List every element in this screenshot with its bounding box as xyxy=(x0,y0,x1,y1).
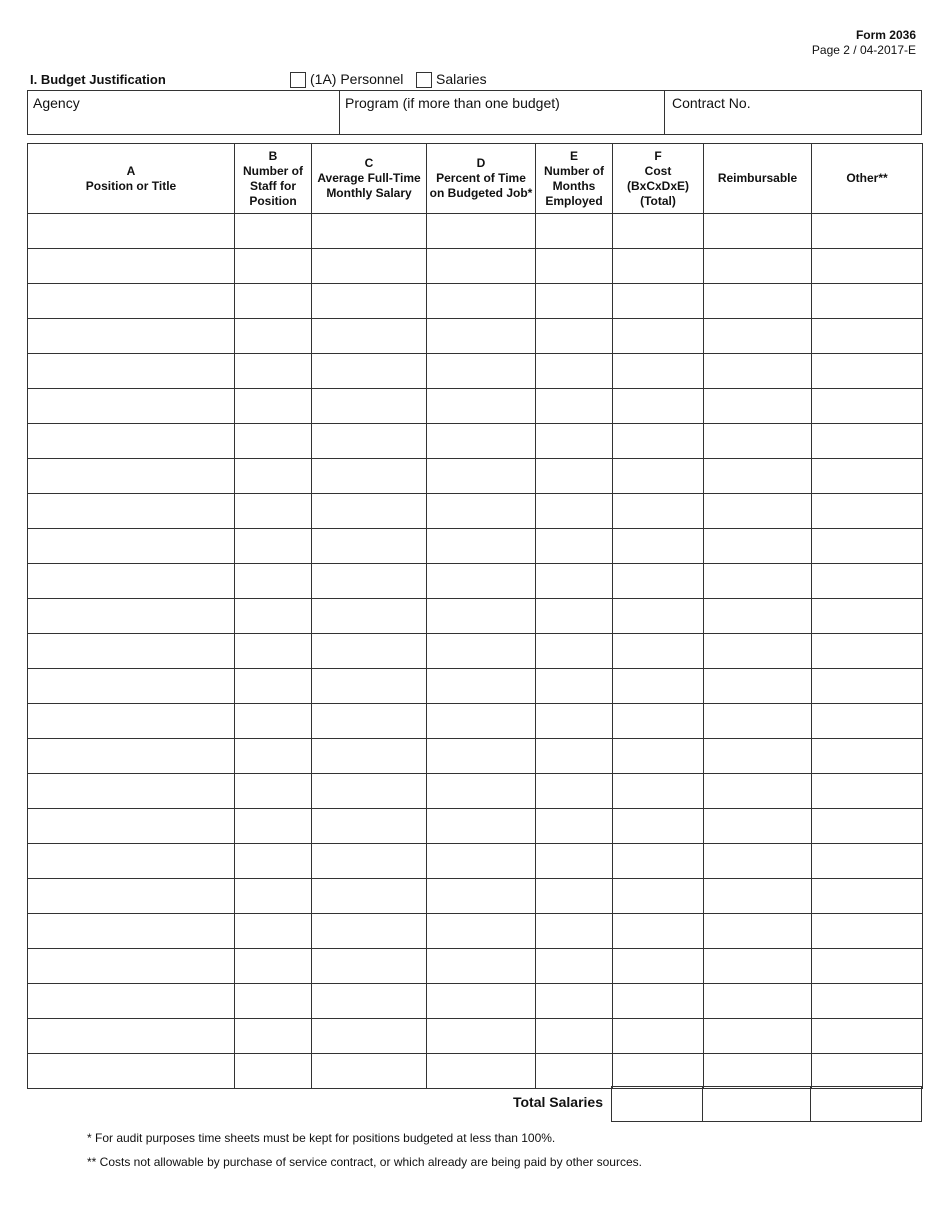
entry-cell[interactable] xyxy=(28,249,235,284)
contract-field[interactable] xyxy=(665,91,921,134)
column-label: Average Full-Time xyxy=(317,171,421,185)
page-reference: Page 2 / 04-2017-E xyxy=(811,43,916,57)
entry-cell[interactable] xyxy=(613,774,704,809)
entry-cell[interactable] xyxy=(312,1054,427,1089)
entry-cell[interactable] xyxy=(812,459,923,494)
entry-cell[interactable] xyxy=(704,1054,812,1089)
entry-cell[interactable] xyxy=(812,599,923,634)
entry-cell[interactable] xyxy=(28,634,235,669)
entry-cell[interactable] xyxy=(312,1019,427,1054)
table-row xyxy=(28,249,923,284)
entry-cell[interactable] xyxy=(613,1019,704,1054)
table-row xyxy=(28,844,923,879)
column-label: Months xyxy=(552,178,596,193)
total-other-cell[interactable] xyxy=(811,1087,922,1122)
entry-cell[interactable] xyxy=(704,354,812,389)
entry-cell[interactable] xyxy=(536,914,613,949)
entry-cell[interactable] xyxy=(812,949,923,984)
entry-cell[interactable] xyxy=(312,249,427,284)
entry-cell[interactable] xyxy=(28,844,235,879)
entry-cell[interactable] xyxy=(704,564,812,599)
entry-cell[interactable] xyxy=(427,319,536,354)
entry-cell[interactable] xyxy=(235,879,312,914)
entry-cell[interactable] xyxy=(613,564,704,599)
table-row xyxy=(28,214,923,249)
column-letter: B xyxy=(268,148,278,163)
entry-cell[interactable] xyxy=(613,634,704,669)
table-row xyxy=(28,1054,923,1089)
entry-cell[interactable] xyxy=(28,1019,235,1054)
entry-cell[interactable] xyxy=(704,1019,812,1054)
entry-cell[interactable] xyxy=(704,949,812,984)
entry-cell[interactable] xyxy=(28,424,235,459)
column-label: Staff for xyxy=(250,178,296,193)
entry-cell[interactable] xyxy=(28,284,235,319)
entry-cell[interactable] xyxy=(28,354,235,389)
entry-cell[interactable] xyxy=(704,914,812,949)
entry-cell[interactable] xyxy=(235,634,312,669)
entry-cell[interactable] xyxy=(812,424,923,459)
table-row xyxy=(28,529,923,564)
entry-cell[interactable] xyxy=(812,809,923,844)
column-label: Number of xyxy=(243,163,303,178)
entry-cell[interactable] xyxy=(536,459,613,494)
table-row xyxy=(28,494,923,529)
entry-cell[interactable] xyxy=(536,424,613,459)
entry-cell[interactable] xyxy=(235,984,312,1019)
entry-cell[interactable] xyxy=(613,424,704,459)
entry-cell[interactable] xyxy=(312,914,427,949)
entry-cell[interactable] xyxy=(235,774,312,809)
entry-cell[interactable] xyxy=(312,739,427,774)
personnel-checkbox-label: (1A) Personnel xyxy=(310,71,404,87)
footnote-costs: ** Costs not allowable by purchase of service contract, or which already are being paid by other sources. xyxy=(87,1155,642,1169)
entry-cell[interactable] xyxy=(235,424,312,459)
table-row xyxy=(28,949,923,984)
entry-cell[interactable] xyxy=(235,249,312,284)
table-row xyxy=(28,424,923,459)
entry-cell[interactable] xyxy=(312,634,427,669)
entry-cell[interactable] xyxy=(704,424,812,459)
entry-cell[interactable] xyxy=(704,879,812,914)
program-field[interactable] xyxy=(340,91,664,134)
section-title: I. Budget Justification xyxy=(30,72,166,87)
entry-cell[interactable] xyxy=(235,389,312,424)
entry-cell[interactable] xyxy=(312,879,427,914)
entry-cell[interactable] xyxy=(312,669,427,704)
entry-cell[interactable] xyxy=(312,984,427,1019)
entry-cell[interactable] xyxy=(536,564,613,599)
entry-cell[interactable] xyxy=(613,844,704,879)
entry-cell[interactable] xyxy=(312,494,427,529)
entry-cell[interactable] xyxy=(812,529,923,564)
entry-cell[interactable] xyxy=(704,529,812,564)
entry-cell[interactable] xyxy=(312,459,427,494)
table-row xyxy=(28,704,923,739)
column-header xyxy=(812,144,923,214)
entry-cell[interactable] xyxy=(312,214,427,249)
entry-cell[interactable] xyxy=(812,774,923,809)
total-reimbursable-cell[interactable] xyxy=(703,1087,811,1122)
table-row xyxy=(28,354,923,389)
column-label: (BxCxDxE) xyxy=(626,178,689,193)
entry-cell[interactable] xyxy=(312,774,427,809)
entry-cell[interactable] xyxy=(613,1054,704,1089)
agency-label: Agency xyxy=(33,95,80,111)
entry-cell[interactable] xyxy=(536,739,613,774)
entry-cell[interactable] xyxy=(427,1054,536,1089)
entry-cell[interactable] xyxy=(536,669,613,704)
entry-cell[interactable] xyxy=(427,354,536,389)
entry-cell[interactable] xyxy=(28,774,235,809)
column-letter: A xyxy=(126,163,136,178)
entry-cell[interactable] xyxy=(28,669,235,704)
entry-cell[interactable] xyxy=(536,704,613,739)
entry-cell[interactable] xyxy=(312,809,427,844)
entry-cell[interactable] xyxy=(812,389,923,424)
entry-cell[interactable] xyxy=(704,599,812,634)
entry-cell[interactable] xyxy=(613,249,704,284)
column-header xyxy=(28,144,235,214)
entry-cell[interactable] xyxy=(28,1054,235,1089)
column-label: Cost xyxy=(644,163,672,178)
entry-cell[interactable] xyxy=(28,879,235,914)
entry-cell[interactable] xyxy=(536,214,613,249)
column-letter: C xyxy=(364,156,374,170)
entry-cell[interactable] xyxy=(536,599,613,634)
entry-cell[interactable] xyxy=(427,249,536,284)
entry-cell[interactable] xyxy=(28,214,235,249)
entry-cell[interactable] xyxy=(812,249,923,284)
entry-cell[interactable] xyxy=(28,914,235,949)
personnel-checkbox[interactable] xyxy=(290,72,306,88)
entry-cell[interactable] xyxy=(235,739,312,774)
column-label: on Budgeted Job* xyxy=(429,186,533,200)
salary-table xyxy=(27,143,923,1089)
entry-cell[interactable] xyxy=(312,319,427,354)
entry-cell[interactable] xyxy=(704,459,812,494)
entry-cell[interactable] xyxy=(613,739,704,774)
entry-cell[interactable] xyxy=(536,284,613,319)
entry-cell[interactable] xyxy=(812,319,923,354)
entry-cell[interactable] xyxy=(312,599,427,634)
entry-cell[interactable] xyxy=(28,949,235,984)
entry-cell[interactable] xyxy=(812,354,923,389)
entry-cell[interactable] xyxy=(235,529,312,564)
table-row xyxy=(28,914,923,949)
entry-cell[interactable] xyxy=(427,739,536,774)
entry-cell[interactable] xyxy=(704,669,812,704)
totals-row xyxy=(611,1086,922,1122)
table-row xyxy=(28,599,923,634)
entry-cell[interactable] xyxy=(536,494,613,529)
entry-cell[interactable] xyxy=(28,599,235,634)
entry-cell[interactable] xyxy=(812,494,923,529)
entry-cell[interactable] xyxy=(613,704,704,739)
entry-cell[interactable] xyxy=(312,564,427,599)
entry-cell[interactable] xyxy=(312,704,427,739)
entry-cell[interactable] xyxy=(704,494,812,529)
table-row xyxy=(28,459,923,494)
entry-cell[interactable] xyxy=(427,809,536,844)
entry-cell[interactable] xyxy=(704,774,812,809)
table-row xyxy=(28,669,923,704)
total-salaries-label: Total Salaries xyxy=(512,1094,603,1110)
entry-cell[interactable] xyxy=(704,634,812,669)
entry-cell[interactable] xyxy=(704,984,812,1019)
entry-cell[interactable] xyxy=(427,669,536,704)
entry-cell[interactable] xyxy=(427,494,536,529)
entry-cell[interactable] xyxy=(28,809,235,844)
table-row xyxy=(28,564,923,599)
entry-cell[interactable] xyxy=(704,389,812,424)
entry-cell[interactable] xyxy=(613,389,704,424)
entry-cell[interactable] xyxy=(235,844,312,879)
entry-cell[interactable] xyxy=(427,1019,536,1054)
entry-cell[interactable] xyxy=(536,249,613,284)
entry-cell[interactable] xyxy=(235,949,312,984)
entry-cell[interactable] xyxy=(812,739,923,774)
entry-cell[interactable] xyxy=(613,984,704,1019)
column-label: Percent of Time xyxy=(436,171,526,185)
entry-cell[interactable] xyxy=(427,529,536,564)
column-label: Other** xyxy=(846,171,888,185)
table-body xyxy=(28,214,923,1089)
entry-cell[interactable] xyxy=(312,844,427,879)
entry-cell[interactable] xyxy=(812,284,923,319)
column-letter: D xyxy=(476,156,486,170)
column-label: Position or Title xyxy=(85,178,177,193)
table-row xyxy=(28,739,923,774)
salaries-checkbox-label: Salaries xyxy=(436,71,487,87)
entry-cell[interactable] xyxy=(812,704,923,739)
entry-cell[interactable] xyxy=(28,704,235,739)
table-row xyxy=(28,809,923,844)
contract-label: Contract No. xyxy=(672,95,751,111)
table-row xyxy=(28,879,923,914)
table-row xyxy=(28,774,923,809)
entry-cell[interactable] xyxy=(812,669,923,704)
table-row xyxy=(28,389,923,424)
entry-cell[interactable] xyxy=(427,949,536,984)
total-cost-cell[interactable] xyxy=(612,1087,703,1122)
entry-cell[interactable] xyxy=(235,214,312,249)
entry-cell[interactable] xyxy=(312,529,427,564)
entry-cell[interactable] xyxy=(427,214,536,249)
column-label: Position xyxy=(249,193,297,208)
entry-cell[interactable] xyxy=(536,1019,613,1054)
entry-cell[interactable] xyxy=(536,634,613,669)
column-label: Monthly Salary xyxy=(326,186,412,200)
entry-cell[interactable] xyxy=(704,844,812,879)
entry-cell[interactable] xyxy=(28,494,235,529)
column-letter: F xyxy=(654,148,662,163)
entry-cell[interactable] xyxy=(812,844,923,879)
entry-cell[interactable] xyxy=(613,529,704,564)
entry-cell[interactable] xyxy=(427,704,536,739)
entry-cell[interactable] xyxy=(613,459,704,494)
column-header xyxy=(613,144,704,214)
entry-cell[interactable] xyxy=(312,389,427,424)
entry-cell[interactable] xyxy=(427,844,536,879)
entry-cell[interactable] xyxy=(28,984,235,1019)
table-row xyxy=(28,1019,923,1054)
entry-cell[interactable] xyxy=(613,879,704,914)
entry-cell[interactable] xyxy=(613,354,704,389)
entry-cell[interactable] xyxy=(235,284,312,319)
entry-cell[interactable] xyxy=(28,739,235,774)
entry-cell[interactable] xyxy=(536,774,613,809)
entry-cell[interactable] xyxy=(704,319,812,354)
table-header-row xyxy=(28,144,923,214)
table-row xyxy=(28,284,923,319)
entry-cell[interactable] xyxy=(235,914,312,949)
entry-cell[interactable] xyxy=(312,949,427,984)
entry-cell[interactable] xyxy=(235,354,312,389)
entry-cell[interactable] xyxy=(613,809,704,844)
entry-cell[interactable] xyxy=(613,494,704,529)
entry-cell[interactable] xyxy=(235,669,312,704)
entry-cell[interactable] xyxy=(812,914,923,949)
table-row xyxy=(28,984,923,1019)
entry-cell[interactable] xyxy=(613,949,704,984)
agency-info-row xyxy=(27,90,922,135)
entry-cell[interactable] xyxy=(427,984,536,1019)
entry-cell[interactable] xyxy=(704,284,812,319)
column-label: Reimbursable xyxy=(717,171,798,185)
entry-cell[interactable] xyxy=(536,984,613,1019)
entry-cell[interactable] xyxy=(812,984,923,1019)
entry-cell[interactable] xyxy=(427,284,536,319)
entry-cell[interactable] xyxy=(613,319,704,354)
entry-cell[interactable] xyxy=(427,459,536,494)
entry-cell[interactable] xyxy=(536,949,613,984)
salaries-checkbox[interactable] xyxy=(416,72,432,88)
entry-cell[interactable] xyxy=(704,214,812,249)
entry-cell[interactable] xyxy=(812,214,923,249)
entry-cell[interactable] xyxy=(536,879,613,914)
entry-cell[interactable] xyxy=(235,319,312,354)
entry-cell[interactable] xyxy=(427,389,536,424)
entry-cell[interactable] xyxy=(613,214,704,249)
column-header xyxy=(536,144,613,214)
table-row xyxy=(28,634,923,669)
entry-cell[interactable] xyxy=(427,879,536,914)
column-label: Number of xyxy=(544,163,604,178)
entry-cell[interactable] xyxy=(536,354,613,389)
entry-cell[interactable] xyxy=(235,564,312,599)
entry-cell[interactable] xyxy=(812,1054,923,1089)
entry-cell[interactable] xyxy=(536,809,613,844)
entry-cell[interactable] xyxy=(704,704,812,739)
form-number: Form 2036 xyxy=(855,28,916,42)
column-header xyxy=(427,144,536,214)
column-header xyxy=(312,144,427,214)
entry-cell[interactable] xyxy=(235,459,312,494)
entry-cell[interactable] xyxy=(312,354,427,389)
entry-cell[interactable] xyxy=(704,809,812,844)
column-header xyxy=(704,144,812,214)
entry-cell[interactable] xyxy=(812,879,923,914)
entry-cell[interactable] xyxy=(28,459,235,494)
entry-cell[interactable] xyxy=(28,529,235,564)
entry-cell[interactable] xyxy=(613,669,704,704)
entry-cell[interactable] xyxy=(812,1019,923,1054)
entry-cell[interactable] xyxy=(235,1054,312,1089)
entry-cell[interactable] xyxy=(427,634,536,669)
entry-cell[interactable] xyxy=(427,914,536,949)
column-header xyxy=(235,144,312,214)
entry-cell[interactable] xyxy=(536,389,613,424)
entry-cell[interactable] xyxy=(613,914,704,949)
column-label: Employed xyxy=(545,193,603,208)
entry-cell[interactable] xyxy=(427,599,536,634)
entry-cell[interactable] xyxy=(704,739,812,774)
entry-cell[interactable] xyxy=(613,284,704,319)
entry-cell[interactable] xyxy=(427,424,536,459)
entry-cell[interactable] xyxy=(235,1019,312,1054)
table-row xyxy=(28,319,923,354)
entry-cell[interactable] xyxy=(235,704,312,739)
column-letter: E xyxy=(569,148,578,163)
entry-cell[interactable] xyxy=(536,844,613,879)
entry-cell[interactable] xyxy=(613,599,704,634)
column-label: (Total) xyxy=(640,193,676,208)
program-label: Program (if more than one budget) xyxy=(345,95,560,111)
entry-cell[interactable] xyxy=(28,319,235,354)
entry-cell[interactable] xyxy=(28,389,235,424)
entry-cell[interactable] xyxy=(812,564,923,599)
entry-cell[interactable] xyxy=(312,424,427,459)
entry-cell[interactable] xyxy=(28,564,235,599)
entry-cell[interactable] xyxy=(704,249,812,284)
agency-field[interactable] xyxy=(28,91,339,134)
entry-cell[interactable] xyxy=(536,1054,613,1089)
entry-cell[interactable] xyxy=(427,774,536,809)
entry-cell[interactable] xyxy=(312,284,427,319)
footnote-audit: * For audit purposes time sheets must be kept for positions budgeted at less than 100%. xyxy=(87,1131,556,1145)
entry-cell[interactable] xyxy=(812,634,923,669)
entry-cell[interactable] xyxy=(235,809,312,844)
entry-cell[interactable] xyxy=(536,529,613,564)
entry-cell[interactable] xyxy=(235,494,312,529)
entry-cell[interactable] xyxy=(235,599,312,634)
entry-cell[interactable] xyxy=(427,564,536,599)
entry-cell[interactable] xyxy=(536,319,613,354)
